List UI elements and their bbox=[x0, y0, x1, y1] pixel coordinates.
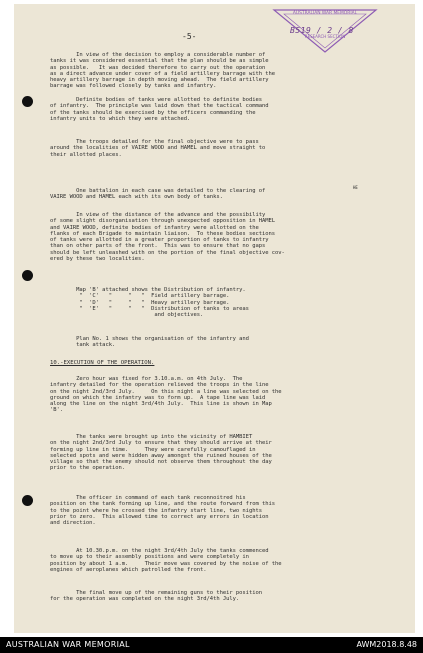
paragraph-2: Definite bodies of tanks were allotted to definite bodies of infantry. The principle was laid down that the tactical command of the tanks should be exercised by the officers commanding the infantry units to which they were attached. bbox=[50, 97, 269, 122]
stamp-number: B519 / 2 / 8 bbox=[290, 26, 354, 35]
paragraph-8: The officer in command of each tank reconnoitred his position on the tank forming up line, and the route forward from this to the point where he crossed the infantry start line, two nights prior to zero. This allowed time to correct any errors in location and direction. bbox=[50, 495, 276, 527]
paragraph-5: In view of the distance of the advance and the possibility of some slight disorganisation through unexpected opposition in HAMEL and VAIRE WOOD, definite bodies of infantry were allotted on the flanks of each Brigade to maintain liaison. To these bodies sections of tanks were allotted in a greater proportion of tanks to infantry than on other parts of the front. This was to ensure that no gaps should be left unleashed with on the portion of the final objective cov- ered by these two localities. bbox=[50, 212, 285, 263]
footer-bar bbox=[0, 637, 423, 653]
punch-hole bbox=[22, 495, 33, 506]
superscript-note: HE bbox=[353, 185, 358, 190]
section-heading: 10.-EXECUTION OF THE OPERATION. bbox=[50, 360, 155, 366]
map-list: Map 'B' attached shows the Distribution of infantry. " 'C' " " " Field artillery barrage. " 'D' " " " Heavy artillery barrage. " 'E' " " " Distribution of tanks to areas and objectives. bbox=[76, 287, 249, 319]
page-number: -5- bbox=[182, 32, 197, 41]
stamp-bottom-text: RESEARCH SECTION bbox=[304, 34, 346, 39]
paragraph-plan: Plan No. 1 shows the organisation of the infantry and tank attack. bbox=[76, 336, 249, 349]
punch-hole bbox=[22, 96, 33, 107]
paragraph-3: The troops detailed for the final objective were to pass around the localities of VAIRE WOOD and HAMEL and move straight to their allotted places. bbox=[50, 139, 266, 158]
stamp-top-text: AUSTRALIAN WAR MEMORIAL bbox=[292, 11, 358, 16]
paragraph-7: The tanks were brought up into the vicinity of HAMBIET on the night 2nd/3rd July to ensure that they should arrive at their forming up line in time. They were carefully camouflaged in selected spots and were hidden away amongst the ruined houses of the village so that the enemy should not observe them throughout the day prior to the operation. bbox=[50, 434, 272, 472]
footer-accession: AWM2018.8.48 bbox=[356, 640, 417, 649]
paragraph-4: One battalion in each case was detailed to the clearing of VAIRE WOOD and HAMEL each with its own body of tanks. bbox=[50, 188, 266, 201]
paragraph-10: The final move up of the remaining guns to their position for the operation was completed on the night 3rd/4th July. bbox=[50, 590, 262, 603]
paragraph-9: At 10.30.p.m. on the night 3rd/4th July the tanks commenced to move up to their assembly positions and were completely in position by about 1 a.m. Their move was covered by the noise of the engines of aeroplanes which patrolled the front. bbox=[50, 548, 282, 573]
footer-institution: AUSTRALIAN WAR MEMORIAL bbox=[6, 640, 130, 649]
punch-hole bbox=[22, 270, 33, 281]
paragraph-1: In view of the decision to employ a considerable number of tanks it was considered essential that the plan should be as simple as possible. It was decided therefore to carry out the operation as a direct advance under cover of a field artillery barrage with the heavy artillery barrage in depth moving ahead. The field artillery barrage was followed closely by tanks and infantry. bbox=[50, 52, 276, 90]
paragraph-6: Zero hour was fixed for 3.10.a.m. on 4th July. The infantry detailed for the operation relieved the troops in the line on the night 2nd/3rd July. On this night a line was selected on the ground on which the infantry was to form up. A tape line was laid along the line on the night 3rd/4th July. This line is shown in Map 'B'. bbox=[50, 376, 282, 414]
